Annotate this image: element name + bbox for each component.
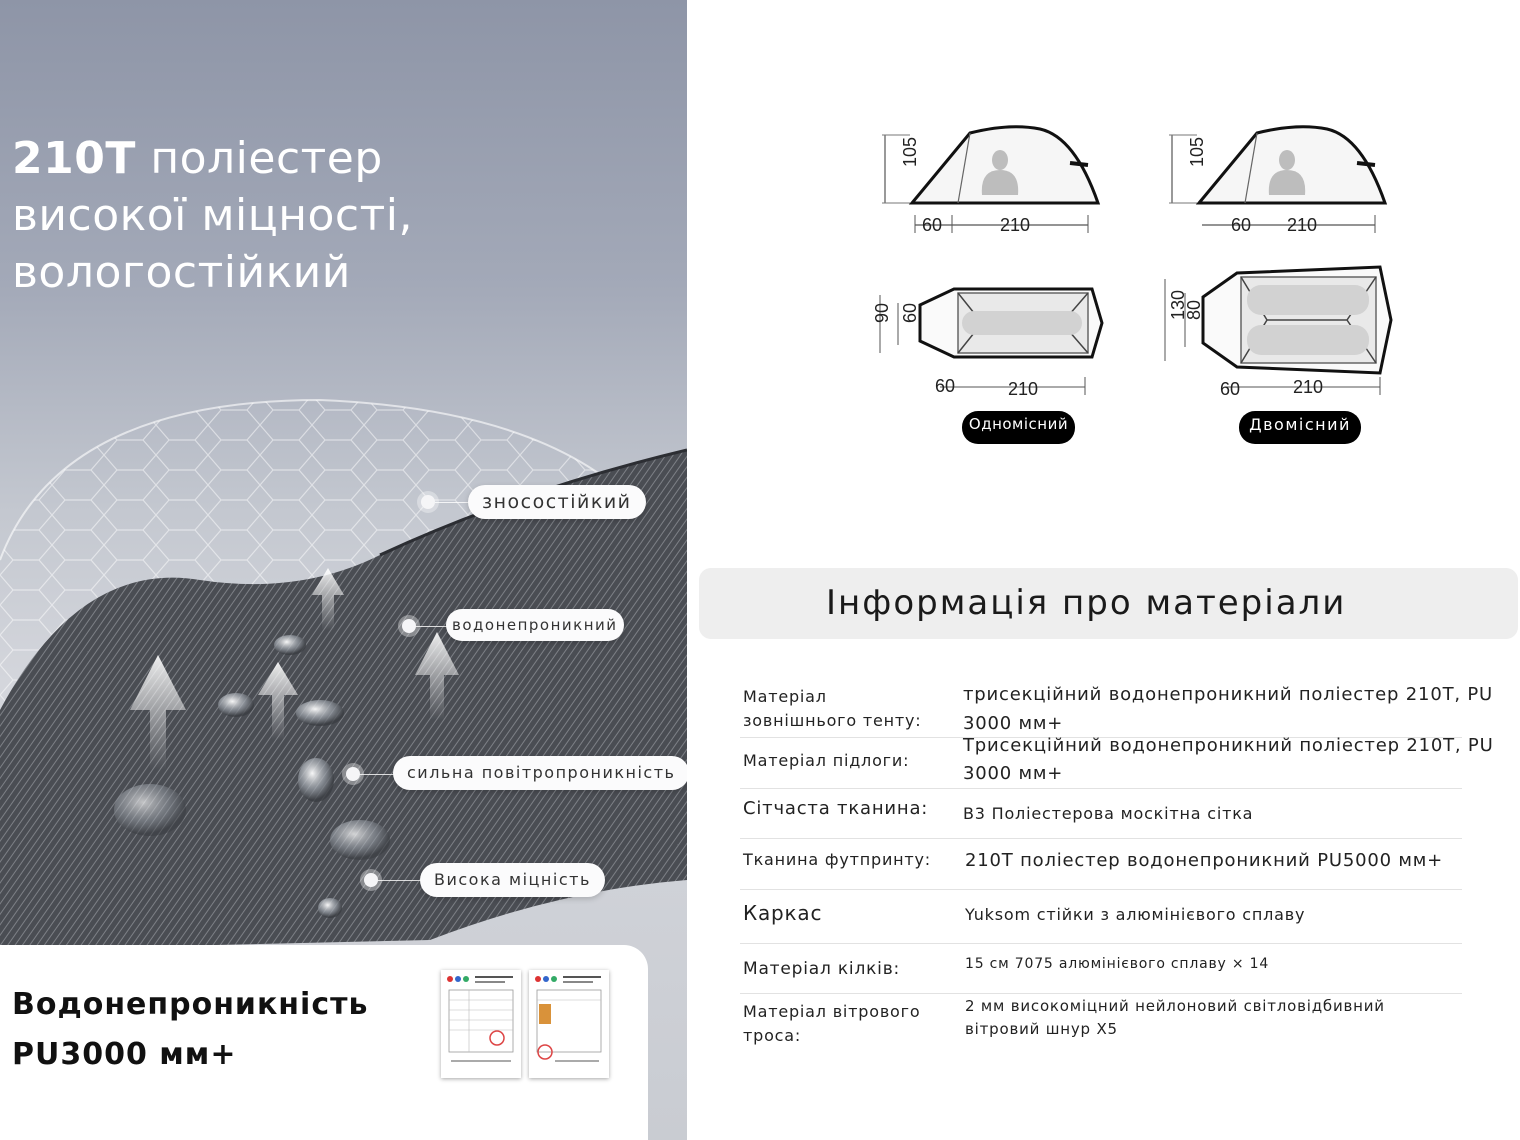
double-width-inner-label: 80	[1184, 299, 1204, 320]
spec-label: Матеріал вітрового троса:	[743, 1002, 921, 1045]
double-length-label: 210	[1287, 215, 1318, 235]
single-width-inner-label: 60	[900, 302, 920, 323]
test-certificate-2	[529, 970, 609, 1078]
single-tent-badge: Одномісний	[962, 411, 1075, 444]
spec-label: Матеріал підлоги:	[743, 751, 910, 770]
test-certificate-1	[441, 970, 521, 1078]
single-top-length-label: 210	[1008, 379, 1039, 399]
spec-value: трисекційний водонепроникний поліестер 210T, PU 3000 мм+	[963, 684, 1494, 734]
spec-row-footprint	[740, 839, 1462, 890]
spec-value: B3 Поліестерова москітна сітка	[963, 804, 1254, 823]
headline-line1: поліестер	[135, 133, 383, 184]
single-length-label: 210	[1000, 215, 1031, 235]
headline-line3: вологостійкий	[12, 247, 351, 298]
double-side-view	[1169, 127, 1385, 235]
waterproof-rating	[12, 980, 368, 1080]
spec-label: Матеріал кілків:	[743, 959, 901, 979]
double-tent-badge: Двомісний	[1239, 411, 1361, 444]
spec-row-frame	[740, 890, 1462, 944]
callout-dot	[402, 619, 416, 633]
spec-row-mesh	[740, 789, 1462, 839]
spec-value: 210T поліестер водонепроникний PU5000 мм+	[965, 850, 1443, 871]
single-vestibule-label: 60	[922, 215, 943, 235]
waterproof-rating-line1: Водонепроникність	[12, 987, 369, 1022]
callout-wear-resistant: зносостійкий	[468, 485, 646, 519]
single-top-vestibule-label: 60	[935, 376, 956, 396]
headline-bold: 210T	[12, 133, 136, 184]
callout-dot	[346, 767, 360, 781]
spec-row-floor	[740, 735, 1494, 789]
callout-line	[358, 774, 398, 775]
single-top-view	[872, 289, 1102, 399]
double-width-outer-label: 130	[1168, 289, 1188, 320]
callout-waterproof: водонепроникний	[446, 609, 624, 641]
spec-value: Yuksom стійки з алюмінієвого сплаву	[965, 905, 1306, 924]
single-height-label: 105	[900, 136, 920, 167]
spec-label: Тканина футпринту:	[743, 850, 931, 869]
spec-label: Каркас	[743, 901, 823, 925]
headline-line2: високої міцності,	[12, 190, 413, 241]
callout-dot	[421, 495, 435, 509]
spec-value: Трисекційний водонепроникний поліестер 210T, PU 3000 мм+	[963, 735, 1494, 784]
spec-row-guyline	[740, 994, 1462, 1054]
spec-row-outer-fly	[740, 676, 1494, 738]
double-top-vestibule-label: 60	[1220, 379, 1241, 399]
single-width-outer-label: 90	[872, 302, 892, 323]
double-top-view	[1165, 267, 1391, 399]
tent-dimension-diagrams	[870, 115, 1410, 415]
fabric-promo-panel	[0, 0, 687, 1140]
callout-breathable: сильна повітропроникність	[393, 756, 687, 790]
callout-high-strength: Висока міцність	[420, 863, 605, 897]
waterproof-rating-line2: PU3000 мм+	[12, 1037, 237, 1072]
double-vestibule-label: 60	[1231, 215, 1252, 235]
spec-label: Матеріал зовнішнього тенту:	[743, 687, 922, 730]
double-top-length-label: 210	[1293, 377, 1324, 397]
callout-dot	[364, 873, 378, 887]
double-height-label: 105	[1187, 136, 1207, 167]
material-info-title: Інформація про матеріали	[826, 583, 1347, 623]
spec-row-stakes	[740, 944, 1462, 994]
headline	[12, 130, 413, 301]
single-side-view	[882, 127, 1098, 235]
spec-value: 2 мм високоміцний нейлоновий світловідбивний вітровий шнур X5	[965, 997, 1385, 1038]
spec-label: Сітчаста тканина:	[743, 798, 929, 819]
spec-value: 15 см 7075 алюмінієвого сплаву × 14	[965, 956, 1270, 972]
